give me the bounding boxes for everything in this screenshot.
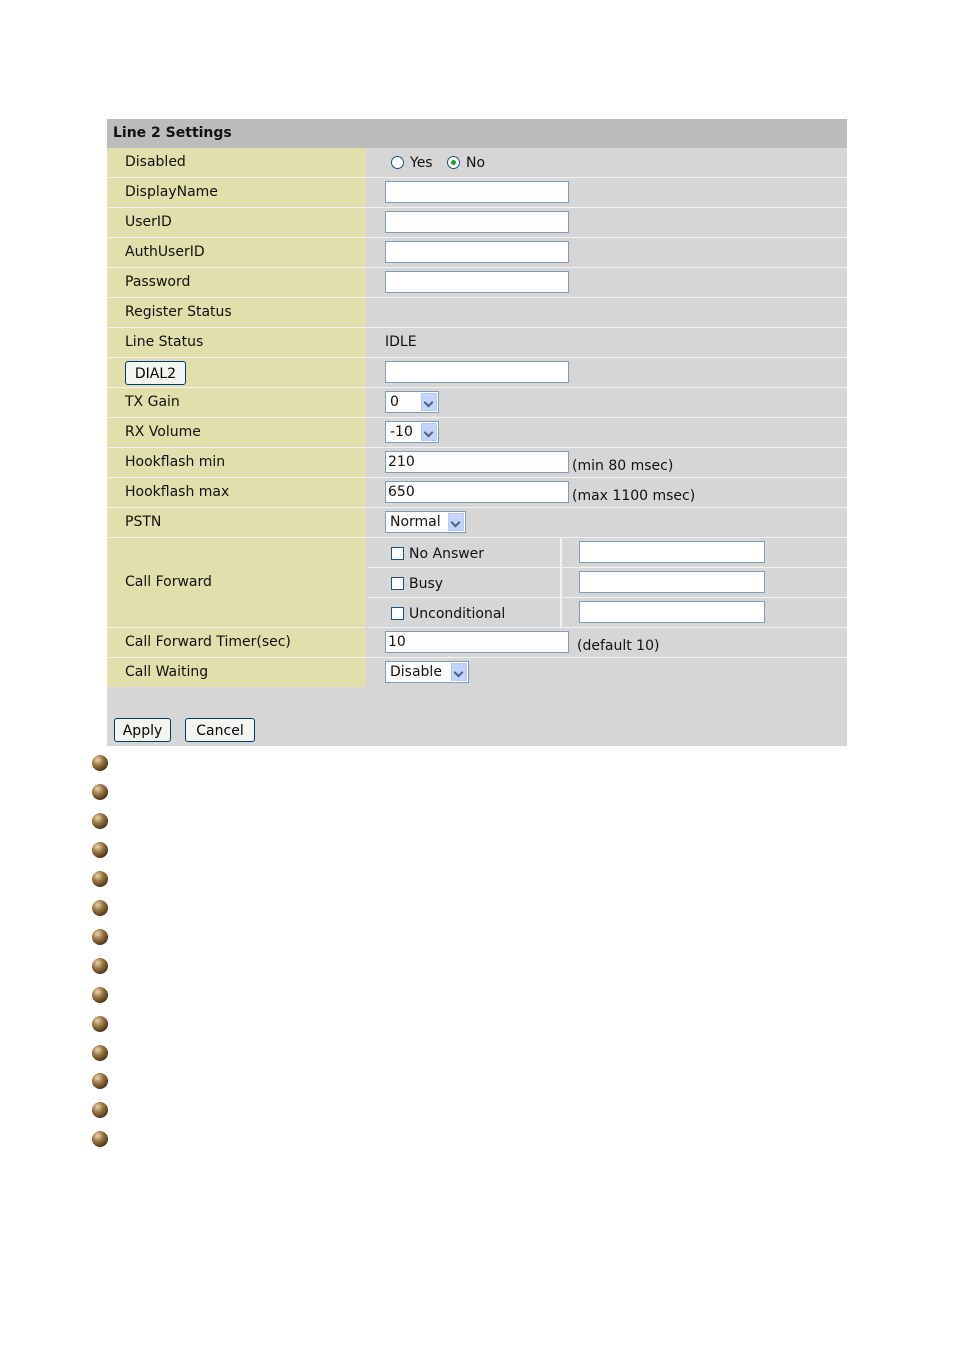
chevron-down-icon[interactable] xyxy=(421,423,437,441)
apply-button[interactable]: Apply xyxy=(114,718,171,742)
user-id-label: UserID xyxy=(107,208,366,237)
register-status-label: Register Status xyxy=(107,298,366,327)
bronze-bullet-icon xyxy=(92,1131,108,1147)
line-status-value: IDLE xyxy=(385,334,417,350)
auth-user-id-label: AuthUserID xyxy=(107,238,366,267)
hookflash-max-label: Hookflash max xyxy=(107,478,366,507)
hookflash-min-input[interactable]: 210 xyxy=(385,451,569,473)
call-waiting-label: Call Waiting xyxy=(107,658,366,687)
row-rx-volume xyxy=(107,418,847,448)
no-answer-number-input[interactable] xyxy=(579,541,765,563)
dial2-button[interactable]: DIAL2 xyxy=(125,361,186,385)
rx-volume-select[interactable] xyxy=(385,421,439,443)
bronze-bullet-icon xyxy=(92,958,108,974)
call-forward-unconditional-row xyxy=(368,598,847,628)
bronze-bullet-icon xyxy=(92,755,108,771)
bronze-bullet-icon xyxy=(92,784,108,800)
bronze-bullet-icon xyxy=(92,1045,108,1061)
bronze-bullet-icon xyxy=(92,1016,108,1032)
pstn-value: Normal xyxy=(390,514,441,530)
row-line-status xyxy=(107,328,847,358)
hookflash-max-input[interactable]: 650 xyxy=(385,481,569,503)
display-name-input[interactable] xyxy=(385,181,569,203)
bronze-bullet-icon xyxy=(92,842,108,858)
call-waiting-value: Disable xyxy=(390,664,442,680)
unconditional-label: Unconditional xyxy=(409,606,506,622)
chevron-down-icon[interactable] xyxy=(448,513,464,531)
row-user-id xyxy=(107,208,847,238)
password-label: Password xyxy=(107,268,366,297)
tx-gain-value: 0 xyxy=(390,394,399,410)
auth-user-id-input[interactable] xyxy=(385,241,569,263)
unconditional-number-input[interactable] xyxy=(579,601,765,623)
row-pstn xyxy=(107,508,847,538)
row-hookflash-min xyxy=(107,448,847,478)
row-call-forward-timer xyxy=(107,628,847,658)
busy-label: Busy xyxy=(409,576,444,592)
line-status-label: Line Status xyxy=(107,328,366,357)
rx-volume-value: -10 xyxy=(390,424,413,440)
pstn-select[interactable] xyxy=(385,511,466,533)
bronze-bullet-icon xyxy=(92,813,108,829)
call-forward-busy-row xyxy=(368,568,847,598)
dial-number-input[interactable] xyxy=(385,361,569,383)
busy-number-input[interactable] xyxy=(579,571,765,593)
line2-settings-panel xyxy=(107,119,847,746)
row-disabled xyxy=(107,148,847,178)
bronze-bullet-icon xyxy=(92,900,108,916)
hookflash-min-hint: (min 80 msec) xyxy=(572,458,674,474)
row-password xyxy=(107,268,847,298)
display-name-label: DisplayName xyxy=(107,178,366,207)
call-waiting-select[interactable] xyxy=(385,661,469,683)
disabled-no-radio[interactable] xyxy=(447,156,460,169)
row-dial xyxy=(107,358,847,388)
no-answer-label: No Answer xyxy=(409,546,485,562)
bronze-bullet-icon xyxy=(92,871,108,887)
bronze-bullet-icon xyxy=(92,1102,108,1118)
row-tx-gain xyxy=(107,388,847,418)
tx-gain-select[interactable] xyxy=(385,391,439,413)
disabled-yes-label: Yes xyxy=(410,155,433,171)
row-call-waiting xyxy=(107,658,847,688)
pstn-label: PSTN xyxy=(107,508,366,537)
chevron-down-icon[interactable] xyxy=(451,663,467,681)
row-hookflash-max xyxy=(107,478,847,508)
password-input[interactable] xyxy=(385,271,569,293)
hookflash-min-label: Hookflash min xyxy=(107,448,366,477)
call-forward-no-answer-row xyxy=(368,538,847,568)
disabled-label: Disabled xyxy=(107,148,366,177)
chevron-down-icon[interactable] xyxy=(421,393,437,411)
row-display-name xyxy=(107,178,847,208)
unconditional-checkbox[interactable] xyxy=(391,607,404,620)
bronze-bullet-icon xyxy=(92,1073,108,1089)
disabled-no-label: No xyxy=(466,155,486,171)
busy-checkbox[interactable] xyxy=(391,577,404,590)
call-forward-timer-input[interactable]: 10 xyxy=(385,631,569,653)
panel-title: Line 2 Settings xyxy=(107,119,847,148)
hookflash-max-hint: (max 1100 msec) xyxy=(572,488,696,504)
row-auth-user-id xyxy=(107,238,847,268)
rx-volume-label: RX Volume xyxy=(107,418,366,447)
no-answer-checkbox[interactable] xyxy=(391,547,404,560)
bronze-bullet-icon xyxy=(92,929,108,945)
call-forward-timer-hint: (default 10) xyxy=(577,638,660,654)
row-register-status xyxy=(107,298,847,328)
call-forward-label: Call Forward xyxy=(107,538,366,627)
disabled-yes-radio[interactable] xyxy=(391,156,404,169)
bronze-bullet-icon xyxy=(92,987,108,1003)
tx-gain-label: TX Gain xyxy=(107,388,366,417)
cancel-button[interactable]: Cancel xyxy=(185,718,255,742)
user-id-input[interactable] xyxy=(385,211,569,233)
call-forward-timer-label: Call Forward Timer(sec) xyxy=(107,628,366,657)
